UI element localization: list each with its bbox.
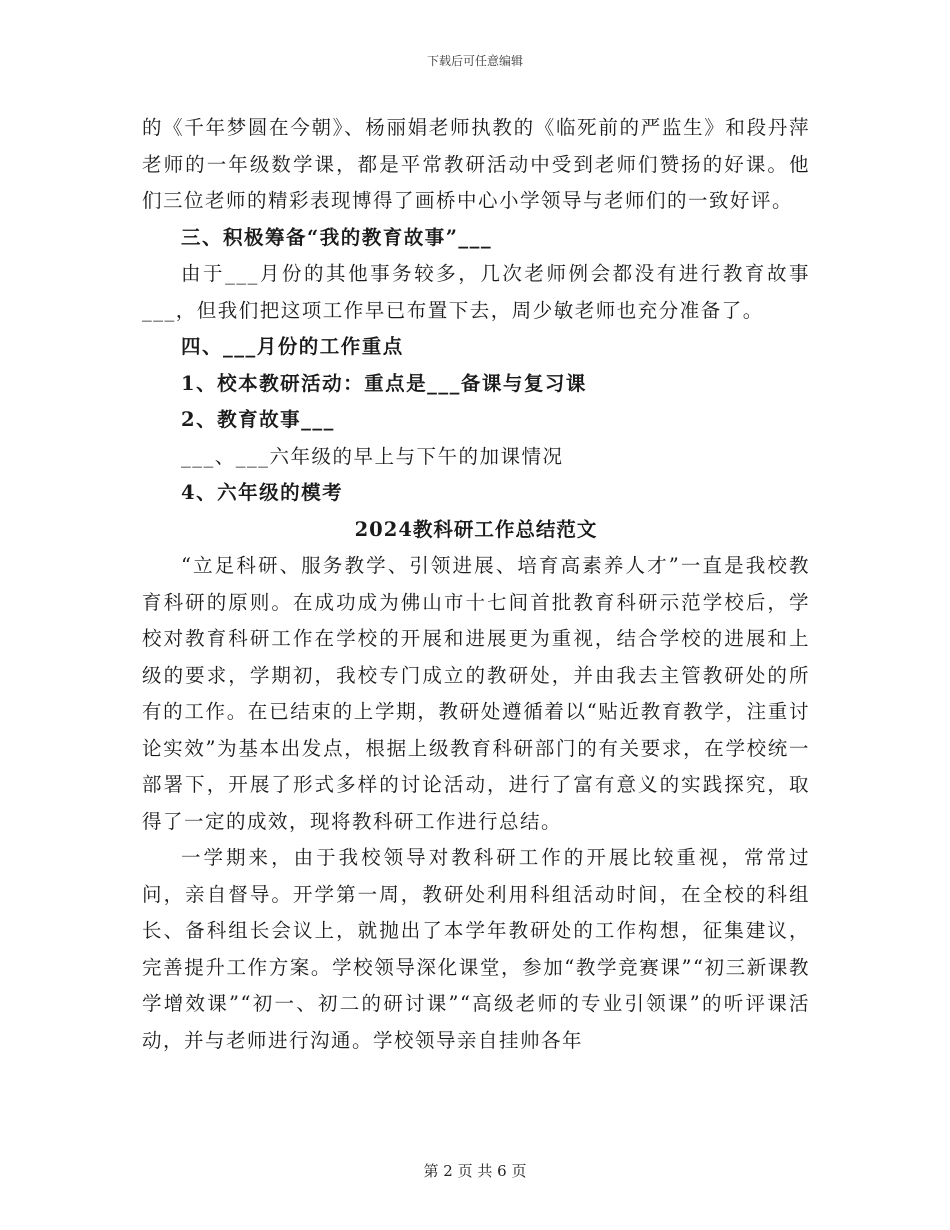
section-heading-3: 三、积极筹备“我的教育故事”___ [181, 225, 493, 249]
list-item-4: 4、六年级的模考 [181, 481, 344, 504]
paragraph-principle: “立足科研、服务教学、引领进展、培育高素养人才”一直是我校教育科研的原则。在成功成为佛山市十七间首批教育科研示范学校后，学校对教育科研工作在学校的开展和进展更为重视，结合学校的进展和上级的要求，学期初，我校专门成立的教研处，并由我去主管教研处的所有的工作。在已结束的上学期，教研处遵循着以“贴近教育教学，注重讨论实效”为基本出发点，根据上级教育科研部门的有关要求，在学校统一部署下，开展了形式多样的讨论活动，进行了富有意义的实践探究，取得了一定的成效，现将教科研工作进行总结。 [142, 554, 810, 833]
document-title: 2024教科研工作总结范文 [354, 517, 598, 541]
section-heading-4: 四、___月份的工作重点 [181, 335, 404, 358]
document-body [142, 110, 810, 1059]
paragraph-story: 由于___月份的其他事务较多，几次老师例会都没有进行教育故事___，但我们把这项工作早已布置下去，周少敏老师也充分准备了。 [142, 262, 810, 322]
list-item-2: 2、教育故事___ [181, 408, 335, 431]
page-footer: 第 2 页 共 6 页 [423, 1162, 527, 1180]
paragraph-lessons: 的《千年梦圆在今朝》、杨丽娟老师执教的《临死前的严监生》和段丹萍老师的一年级数学课，都是平常教研活动中受到老师们赞扬的好课。他们三位老师的精彩表现博得了画桥中心小学领导与老师们的一致好评。 [142, 116, 810, 212]
paragraph-leadership: 一学期来，由于我校领导对教科研工作的开展比较重视，常常过问，亲自督导。开学第一周，教研处利用科组活动时间，在全校的科组长、备科组长会议上，就抛出了本学年教研处的工作构想，征集建议，完善提升工作方案。学校领导深化课堂，参加“教学竞赛课”“初三新课教学增效课”“初一、初二的研讨课”“高级老师的专业引领课”的听评课活动，并与老师进行沟通。学校领导亲自挂帅各年 [142, 846, 810, 1052]
list-item-3: ___、___六年级的早上与下午的加课情况 [181, 444, 564, 468]
list-item-1: 1、校本教研活动：重点是___备课与复习课 [181, 371, 587, 395]
page-header: 下载后可任意编辑 [426, 54, 523, 68]
